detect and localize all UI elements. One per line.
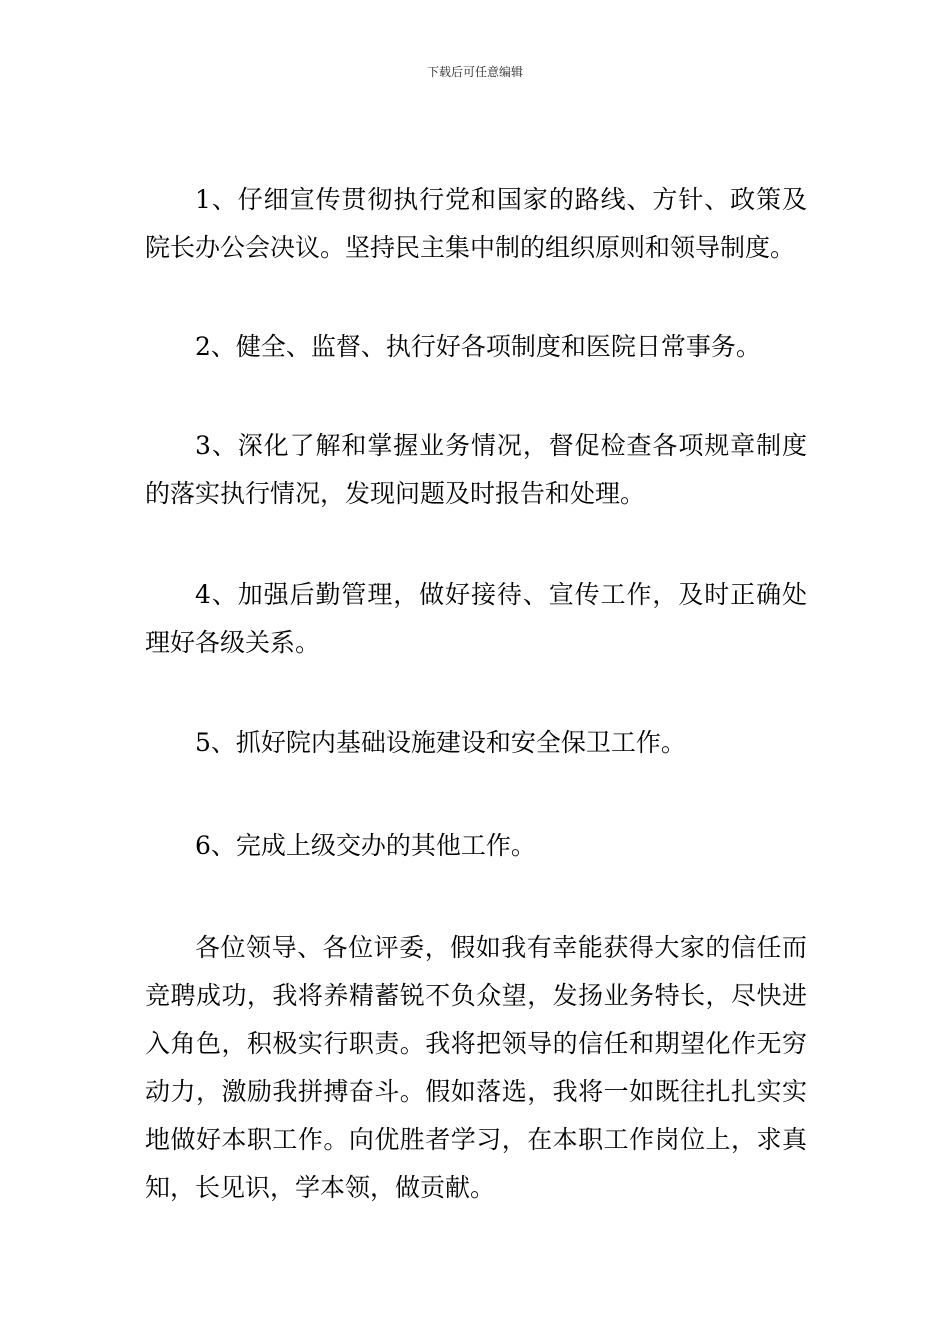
- document-body: [145, 176, 807, 1212]
- paragraph-item-3: 3、深化了解和掌握业务情况，督促检查各项规章制度的落实执行情况，发现问题及时报告和处理。: [145, 431, 807, 508]
- paragraph-item-1: 1、仔细宣传贯彻执行党和国家的路线、方针、政策及院长办公会决议。坚持民主集中制的组织原则和领导制度。: [145, 185, 807, 262]
- paragraph-item-6: 6、完成上级交办的其他工作。: [195, 831, 536, 860]
- paragraph-item-4: 4、加强后勤管理，做好接待、宣传工作，及时正确处理好各级关系。: [145, 580, 807, 657]
- paragraph-item-5: 5、抓好院内基础设施建设和安全保卫工作。: [195, 728, 686, 757]
- closing-paragraph: 各位领导、各位评委，假如我有幸能获得大家的信任而竞聘成功，我将养精蓄锐不负众望，发扬业务特长，尽快进入角色，积极实行职责。我将把领导的信任和期望化作无穷动力，激励我拼搏奋斗。假如落选，我将一如既往扎扎实实地做好本职工作。向优胜者学习，在本职工作岗位上，求真知，长见识，学本领，做贡献。: [145, 933, 807, 1202]
- paragraph-item-2: 2、健全、监督、执行好各项制度和医院日常事务。: [195, 332, 761, 361]
- header-note: 下载后可任意编辑: [426, 65, 523, 79]
